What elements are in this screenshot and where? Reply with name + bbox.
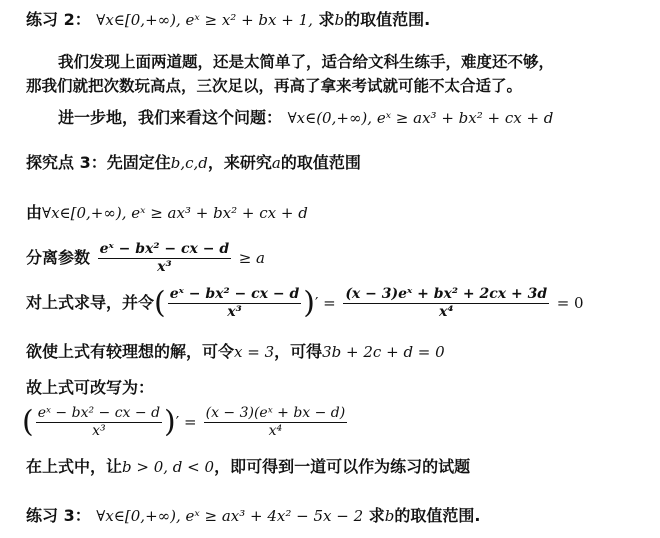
step-condition [26, 457, 470, 477]
separate-fraction-denominator: x³ [157, 259, 172, 275]
exercise-3-label: 练习 3： [26, 506, 91, 525]
explore-vars: b,c,d [170, 154, 208, 172]
explore-post: 的取值范围 [280, 153, 361, 172]
step-ideal-pre: 欲使上式有较理想的解，可令 [26, 342, 235, 361]
step-separate [26, 238, 265, 278]
rewrite-right-numerator: (x − 3)(eˣ + bx − d) [205, 405, 346, 421]
rewrite-fraction-left [36, 405, 162, 440]
separate-fraction [98, 241, 232, 276]
derive-right-denominator: x⁴ [438, 304, 454, 320]
step-derive-label: 对上式求导，并令 [26, 293, 155, 312]
derive-left-denominator: x³ [227, 304, 242, 320]
derive-equals: ′ = [314, 294, 336, 312]
step-from-math: ∀x∈[0,+∞), eˣ ≥ ax³ + bx² + cx + d [42, 204, 308, 222]
exercise-3-ask-post: 的取值范围. [394, 506, 481, 525]
rewrite-fraction-right [204, 405, 348, 440]
rewrite-right-denominator: x⁴ [268, 423, 283, 439]
exercise-3 [26, 506, 480, 526]
exercise-3-statement: ∀x∈[0,+∞), eˣ ≥ ax³ + 4x² − 5x − 2 [96, 507, 364, 525]
derive-fraction-right [343, 286, 549, 321]
exercise-3-var: b [384, 507, 395, 525]
step-condition-pre: 在上式中，让 [26, 457, 123, 476]
exercise-2 [26, 10, 430, 30]
step-derive: 对上式求导，并令( $\frac{\text{eˣ − bx² − cx − d}}{\text{x³}}$ )′ = $\frac{\text{(x − 3)eˣ + bx² + 2cx + 3d}}{\text{x⁴}}$ = 0 [26, 285, 584, 321]
paragraph-further-text: 进一步地，我们来看这个问题： [58, 108, 283, 127]
step-ideal-math-1: x = 3 [234, 343, 275, 361]
step-condition-math: b > 0, d < 0 [122, 458, 215, 476]
step-rewrite: ( $\frac{\text{eˣ − bx² − cx − d}}{\text{x³}}$ )′ = $\frac{\text{(x − 3)(eˣ + bx − d)}}{\text{x⁴}}$ [22, 404, 346, 440]
explore-point-3 [26, 153, 361, 173]
paragraph-further [58, 108, 553, 128]
step-from [26, 203, 308, 223]
step-condition-post: ，即可得到一道可以作为练习的试题 [214, 457, 471, 476]
explore-label: 探究点 3：先固定住 [26, 153, 171, 172]
derive-left-numerator: eˣ − bx² − cx − d [169, 286, 300, 302]
exercise-2-ask-post: 的取值范围. [344, 10, 431, 29]
rewrite-left-denominator: x³ [92, 423, 106, 439]
paragraph-line-1: 我们发现上面两道题，还是太简单了，适合给文科生练手，难度还不够， [58, 53, 555, 71]
step-from-pre: 由 [26, 203, 43, 222]
exercise-3-ask: 求 [368, 506, 385, 525]
separate-fraction-numerator: eˣ − bx² − cx − d [99, 241, 230, 257]
step-rewrite-label: 故上式可改写为： [26, 378, 155, 397]
explore-var: a [271, 154, 281, 172]
exercise-2-label: 练习 2： [26, 10, 91, 29]
rewrite-equals: ′ = [175, 413, 197, 431]
step-ideal-math-2: 3b + 2c + d = 0 [322, 343, 445, 361]
derive-right-numerator: (x − 3)eˣ + bx² + 2cx + 3d [345, 286, 548, 302]
rewrite-left-numerator: eˣ − bx² − cx − d [37, 405, 161, 421]
exercise-2-var: b [334, 11, 345, 29]
paragraph-line-2: 那我们就把次数玩高点，三次足以，再高了拿来考试就可能不太合适了。 [26, 77, 523, 95]
explore-mid: ，来研究 [207, 153, 272, 172]
step-ideal [26, 342, 445, 362]
step-ideal-mid: ，可得 [274, 342, 323, 361]
separate-relation: ≥ a [238, 249, 265, 267]
paragraph-further-math: ∀x∈(0,+∞), eˣ ≥ ax³ + bx² + cx + d [287, 109, 554, 127]
derive-fraction-left [168, 286, 302, 321]
exercise-2-statement: ∀x∈[0,+∞), eˣ ≥ x² + bx + 1, [96, 11, 313, 29]
exercise-2-ask: 求 [318, 10, 335, 29]
derive-rhs: = 0 [556, 294, 584, 312]
step-separate-label: 分离参数 [26, 248, 91, 267]
